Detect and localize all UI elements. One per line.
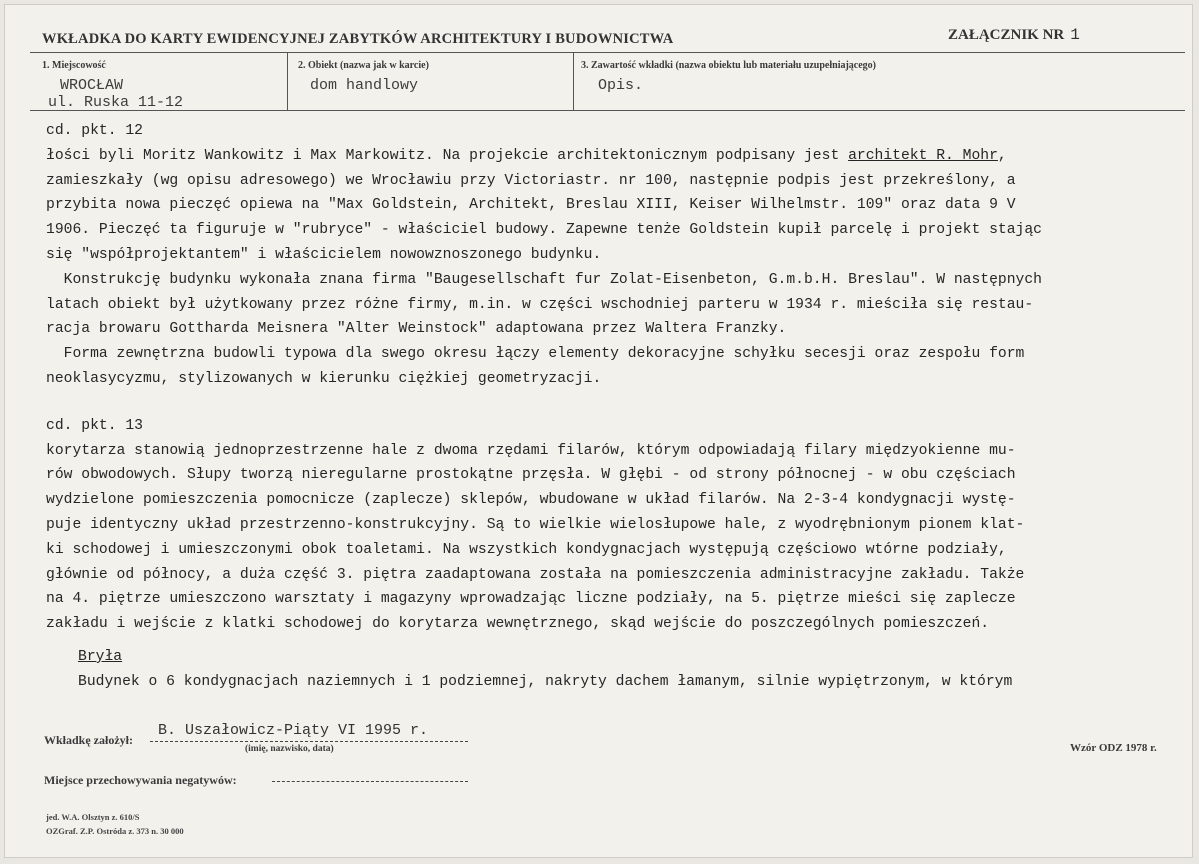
made-by-label: Wkładkę założył: bbox=[44, 733, 133, 747]
form-model: Wzór ODZ 1978 r. bbox=[1070, 742, 1157, 754]
text-line: na 4. piętrze umieszczono warsztaty i magazyny wprowadzając liczne podziały, na 5. piętrze mieści się zaplecze bbox=[46, 591, 1016, 608]
signature-caption: (imię, nazwisko, data) bbox=[245, 744, 334, 754]
printer-info: OZGraf. Z.P. Ostróda z. 373 n. 30 000 bbox=[46, 826, 184, 836]
text-line: się "współprojektantem" i właścicielem nowowznoszonego budynku. bbox=[46, 246, 602, 263]
field-divider bbox=[573, 52, 574, 110]
section-heading: cd. pkt. 13 bbox=[46, 417, 143, 434]
section-heading: cd. pkt. 12 bbox=[46, 123, 143, 139]
field-value-object: dom handlowy bbox=[310, 77, 419, 94]
text-line: rów obwodowych. Słupy tworzą nieregularne prostokątne przęsła. W głębi - od strony północnej - w obu częściach bbox=[46, 467, 1016, 484]
text-line: przybita nowa pieczęć opiewa na "Max Goldstein, Architekt, Breslau XIII, Keiser Wilhelmstr. 109" oraz data 9 V bbox=[46, 197, 1016, 214]
text-line: Konstrukcję budynku wykonała znana firma "Baugesellschaft fur Zolat-Eisenbeton, G.m.b.H. Breslau". W następnych bbox=[46, 271, 1042, 288]
field-value-locality: WROCŁAW bbox=[60, 77, 124, 94]
text-line: wydzielone pomieszczenia pomocnicze (zaplecze) sklepów, wbudowane w układ filarów. Na 2-3-4 kondygnacji wystę- bbox=[46, 492, 1016, 509]
field-value-address: ul. Ruska 11-12 bbox=[48, 94, 184, 111]
text-line: zamieszkały (wg opisu adresowego) we Wrocławiu przy Victoriastr. nr 100, następnie podpis jest przekreślony, a bbox=[46, 172, 1016, 189]
text-line: racja browaru Gottharda Meisnera "Alter Weinstock" adaptowana przez Waltera Franzky. bbox=[46, 321, 787, 338]
text-line: neoklasycyzmu, stylizowanych w kierunku ciężkiej geometryzacji. bbox=[46, 370, 602, 387]
form-title: WKŁADKA DO KARTY EWIDENCYJNEJ ZABYTKÓW ARCHITEKTURY I BUDOWNICTWA bbox=[42, 31, 674, 47]
made-by-value: B. Uszałowicz-Piąty VI 1995 r. bbox=[158, 722, 429, 739]
section-heading: Bryła bbox=[78, 648, 123, 665]
field-label-object: 2. Obiekt (nazwa jak w karcie) bbox=[298, 60, 429, 71]
negatives-label: Miejsce przechowywania negatywów: bbox=[44, 773, 237, 787]
field-label-contents: 3. Zawartość wkładki (nazwa obiektu lub materiału uzupełniającego) bbox=[581, 60, 877, 71]
text-line: głównie od północy, a duża część 3. piętra zaadaptowana została na pomieszczenia administracyjne zakładu. Także bbox=[46, 566, 1025, 583]
field-divider bbox=[287, 52, 288, 110]
architect-name: architekt R. Mohr bbox=[848, 147, 998, 164]
text-line: Budynek o 6 kondygnacjach naziemnych i 1 podziemnej, nakryty dachem łamanym, silnie wypiętrzonym, w którym bbox=[78, 673, 1013, 690]
text-line: latach obiekt był użytkowany przez różne firmy, m.in. w części wschodniej parteru w 1934 r. mieściła się restau- bbox=[46, 296, 1034, 313]
text-line: 1906. Pieczęć ta figuruje w "rubryce" - właściciel budowy. Zapewne tenże Goldstein kupił parcelę i projekt stając bbox=[46, 222, 1042, 239]
description-text bbox=[46, 119, 1156, 695]
field-value-contents: Opis. bbox=[598, 77, 644, 94]
annex-number: 1 bbox=[1070, 26, 1080, 44]
field-label-locality: 1. Miejscowość bbox=[42, 60, 106, 71]
printer-info: jed. W.A. Olsztyn z. 610/S bbox=[46, 812, 140, 822]
annex-label: ZAŁĄCZNIK NR 1 bbox=[948, 26, 1080, 44]
text-line: łości byli Moritz Wankowitz i Max Markowitz. Na projekcie architektonicznym podpisany jest architekt R. Mohr, bbox=[46, 147, 1007, 164]
negatives-line bbox=[272, 781, 468, 782]
header-rule-bottom bbox=[30, 110, 1185, 111]
text-line: zakładu i wejście z klatki schodowej do korytarza wewnętrznego, skąd wejście do poszczególnych pomieszczeń. bbox=[46, 616, 990, 633]
header-rule-top bbox=[30, 52, 1185, 53]
text-line: puje identyczny układ przestrzenno-konstrukcyjny. Są to wielkie wielosłupowe hale, z wyodrębnionym pionem klat- bbox=[46, 516, 1025, 533]
text-line: korytarza stanowią jednoprzestrzenne hale z dwoma rzędami filarów, którym odpowiadają filary międzyokienne mu- bbox=[46, 442, 1016, 459]
text-line: ki schodowej i umieszczonymi obok toaletami. Na wszystkich kondygnacjach występują częściowo wtórne podziały, bbox=[46, 541, 1007, 558]
text-line: Forma zewnętrzna budowli typowa dla swego okresu łączy elementy dekoracyjne schyłku secesji oraz zespołu form bbox=[46, 346, 1025, 363]
signature-line bbox=[150, 741, 468, 742]
